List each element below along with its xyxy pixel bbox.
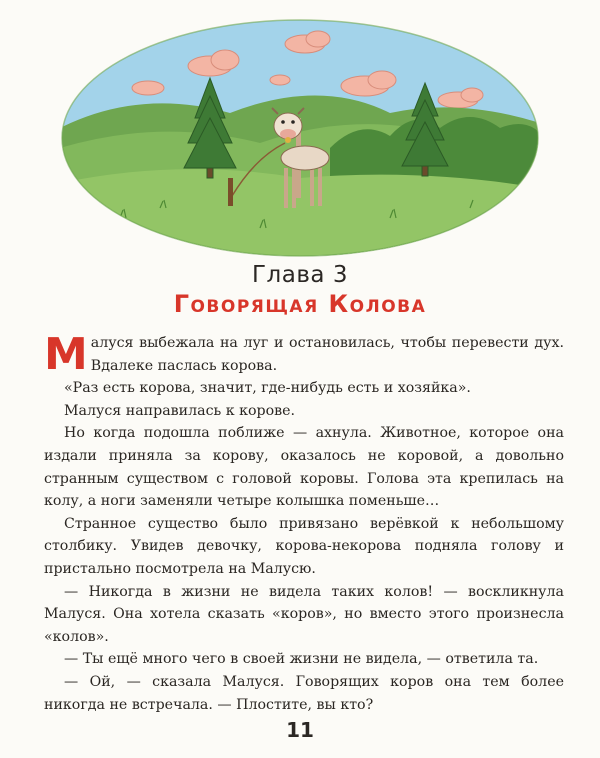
chapter-title: Говорящая Колова — [173, 290, 427, 318]
story-text — [44, 329, 564, 716]
paragraph: — Ты ещё много чего в своей жизни не видела, — ответила та. — [64, 651, 539, 668]
paragraph: — Никогда в жизни не видела таких колов! — воскликнула Малуся. Она хотела сказать «коров», но вместо этого произнесла «колов». — [44, 583, 564, 645]
meadow-illustration — [60, 18, 540, 258]
paragraph: Малуся выбежала на луг и остановилась, чтобы перевести дух. Вдалеке паслась корова. — [44, 329, 564, 380]
page-number: 11 — [286, 718, 314, 742]
chapter-label: Глава 3 — [252, 262, 348, 288]
drop-cap: М — [44, 329, 88, 380]
paragraph: Но когда подошла поближе — ахнула. Животное, которое она издали приняла за корову, оказалось не коровой, а довольно странным существом с головой коровы. Голова эта крепилась на колу, а ноги заменяли четыре колышка поменьше… — [44, 425, 564, 510]
paragraph: «Раз есть корова, значит, где-нибудь есть и хозяйка». — [64, 380, 471, 397]
paragraph: Странное существо было привязано верёвкой к небольшому столбику. Увидев девочку, корова-некорова подняла голову и пристально посмотрела на Малусю. — [44, 515, 564, 577]
post — [228, 178, 233, 206]
paragraph: — Ой, — сказала Малуся. Говорящих коров она тем более никогда не встречала. — Плостите, вы кто? — [44, 673, 564, 713]
paragraph: Малуся направилась к корове. — [64, 402, 296, 419]
